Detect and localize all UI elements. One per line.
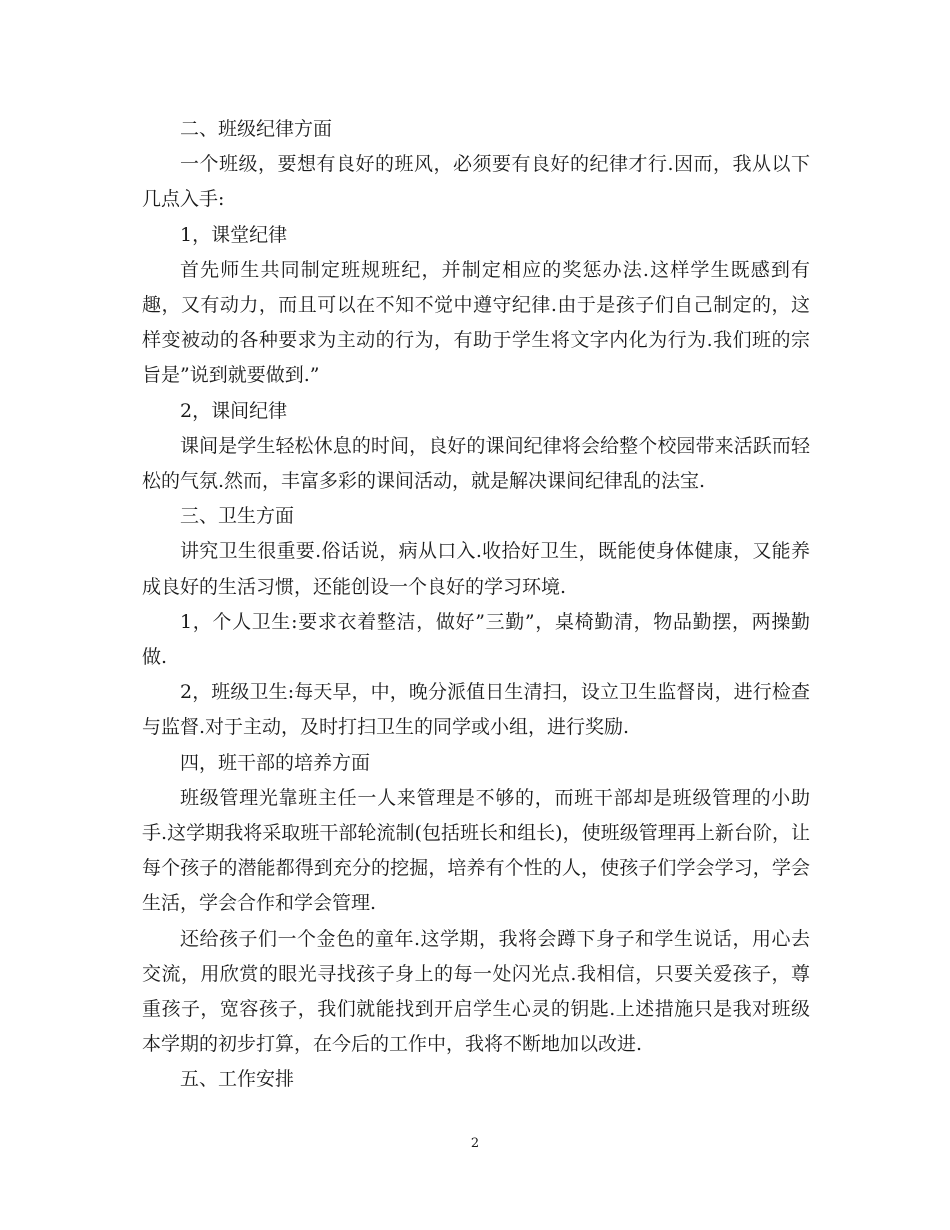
- paragraph-hygiene-intro: 讲究卫生很重要.俗话说，病从口入.收拾好卫生，既能使身体健康，又能养成良好的生活习惯，还能创设一个良好的学习环境.: [142, 540, 810, 598]
- paragraph-break-discipline: 课间是学生轻松休息的时间，良好的课间纪律将会给整个校园带来活跃而轻松的气氛.然而，丰富多彩的课间活动，就是解决课间纪律乱的法宝.: [142, 434, 810, 493]
- list-item-personal-hygiene: 1，个人卫生:要求衣着整洁，做好”三勤”，桌椅勤清，物品勤摆，两操勤做.: [142, 610, 810, 669]
- subheading-classroom-discipline: 1，课堂纪律: [180, 223, 288, 246]
- paragraph-golden-childhood: 还给孩子们一个金色的童年.这学期，我将会蹲下身子和学生说话，用心去交流，用欣赏的眼光寻找孩子身上的每一处闪光点.我相信，只要关爱孩子，尊重孩子，宽容孩子，我们就能找到开启学生心灵的钥匙.上述措施只是我对班级本学期的初步打算，在今后的工作中，我将不断地加以改进.: [142, 927, 810, 1056]
- page-number: 2: [470, 1136, 480, 1151]
- subheading-break-discipline: 2，课间纪律: [180, 399, 288, 422]
- section-heading-work-arrangement: 五、工作安排: [180, 1068, 295, 1091]
- paragraph-discipline-intro: 一个班级，要想有良好的班风，必须要有良好的纪律才行.因而，我从以下几点入手:: [142, 153, 810, 211]
- list-item-class-hygiene: 2，班级卫生:每天早，中，晚分派值日生清扫，设立卫生监督岗，进行检查与监督.对于主动，及时打扫卫生的同学或小组，进行奖励.: [142, 681, 810, 739]
- paragraph-classroom-discipline: 首先师生共同制定班规班纪，并制定相应的奖惩办法.这样学生既感到有趣，又有动力，而且可以在不知不觉中遵守纪律.由于是孩子们自己制定的，这样变被动的各种要求为主动的行为，有助于学生将文字内化为行为.我们班的宗旨是”说到就要做到.”: [142, 258, 810, 387]
- document-body: [142, 112, 810, 1098]
- section-heading-discipline: 二、班级纪律方面: [180, 118, 333, 140]
- section-heading-hygiene: 三、卫生方面: [180, 505, 295, 528]
- section-heading-class-cadre: 四，班干部的培养方面: [180, 751, 371, 774]
- paragraph-class-cadre: 班级管理光靠班主任一人来管理是不够的，而班干部却是班级管理的小助手.这学期我将采取班干部轮流制(包括班长和组长)，使班级管理再上新台阶，让每个孩子的潜能都得到充分的挖掘，培养有个性的人，使孩子们学会学习，学会生活，学会合作和学会管理.: [142, 786, 810, 915]
